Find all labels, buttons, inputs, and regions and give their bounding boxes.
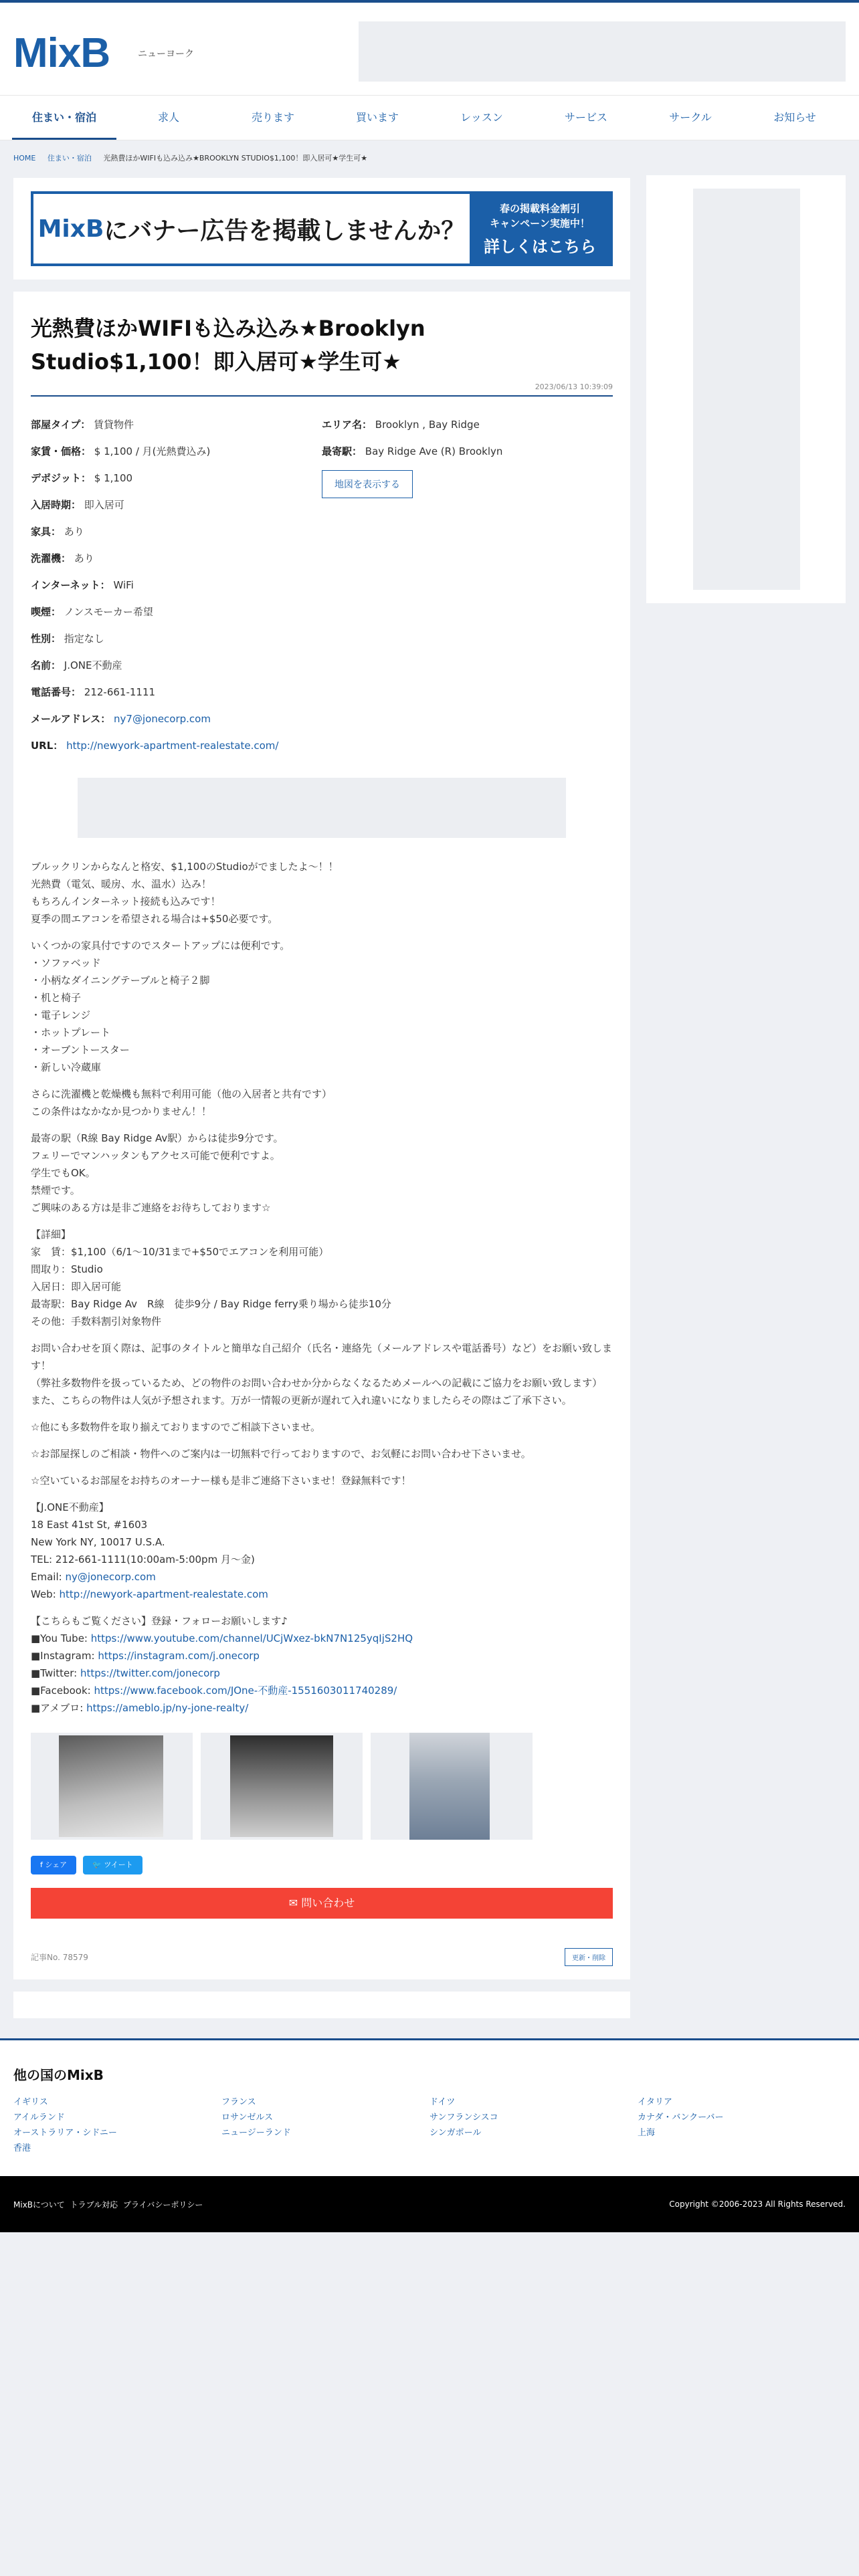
fact-room-type: 部屋タイプ： 賃貸物件 <box>31 419 134 431</box>
site-logo[interactable]: MixB <box>13 30 110 76</box>
empty-card <box>13 1992 630 2018</box>
fact-area: エリア名： Brooklyn , Bay Ridge <box>322 419 480 431</box>
ad-banner[interactable] <box>31 191 613 266</box>
country-link[interactable]: 香港 <box>13 2143 31 2153</box>
facebook-share-button[interactable]: f シェア <box>31 1856 76 1874</box>
country-link[interactable]: フランス <box>221 2097 256 2107</box>
facts-left-column <box>31 411 322 759</box>
desc-paragraph: さらに洗濯機と乾燥機も無料で利用可能（他の入居者と共有です） この条件はなかなか見つかりません！！ <box>31 1088 332 1117</box>
country-link[interactable]: カナダ・バンクーバー <box>638 2113 724 2123</box>
fact-deposit: デポジット： $ 1,100 <box>31 472 133 484</box>
sidebar <box>646 175 846 603</box>
footer-heading: 他の国のMixB <box>13 2067 104 2083</box>
nav-item-jobs[interactable]: 求人 <box>157 111 179 124</box>
nav-item-circles[interactable]: サークル <box>669 111 712 124</box>
breadcrumb-home[interactable]: HOME <box>13 154 36 163</box>
desc-paragraph: ☆他にも多数物件を取り揃えておりますのでご相談下さいませ。 <box>31 1421 321 1433</box>
country-link[interactable]: ニュージーランド <box>221 2128 291 2138</box>
desc-paragraph: ブルックリンからなんと格安、$1,100のStudioがでましたよ〜！！ 光熱費（電気、暖房、水、温水）込み！ もちろんインターネット接続も込みです！ 夏季の間エアコンを希望される場合は+$50必要です。 <box>31 861 339 925</box>
window-photo <box>230 1735 333 1837</box>
article-number: 記事No. 78579 <box>31 1953 88 1962</box>
fact-furniture: 家具： あり <box>31 526 84 538</box>
company-info: 【J.ONE不動産】 18 East 41st St, #1603 New York NY, 10017 U.S.A. TEL: 212-661-1111(10:00am-5:00pm 月〜金) Email: ny@jonecorp.com Web: http://newyork-apartment-realestate.com <box>31 1501 268 1600</box>
footer-link-about[interactable]: MixBについて <box>13 2199 65 2210</box>
copyright: Copyright ©2006-2023 All Rights Reserved. <box>669 2199 846 2209</box>
photo-thumbnail[interactable] <box>31 1733 193 1840</box>
desc-paragraph: お問い合わせを頂く際は、記事のタイトルと簡単な自己紹介（氏名・連絡先（メールアドレスや電話番号）など）をお願い致します！ （弊社多数物件を扱っているため、どの物件のお問い合わせか分からなくなるためメールへの記載にご協力をお願い致します） また、こちらの物件は人気が予想されます。万が一情報の更新が遅れて入れ違いになりましたらその際はご了承下さい。 <box>31 1342 612 1406</box>
country-link[interactable]: イギリス <box>13 2097 48 2107</box>
facebook-icon: f <box>40 1860 45 1869</box>
contact-button[interactable]: ✉ 問い合わせ <box>31 1888 613 1919</box>
ad-banner-text <box>33 194 470 263</box>
share-buttons <box>31 1856 613 1874</box>
ameblo-link[interactable]: https://ameblo.jp/ny-jone-realty/ <box>86 1702 249 1714</box>
ad-banner-message: にバナー広告を掲載しませんか？ <box>104 217 466 245</box>
listing-footer <box>31 1948 613 1966</box>
ad-banner-campaign-line1: 春の掲載料金割引 <box>499 202 580 215</box>
photo-gallery <box>31 1733 613 1840</box>
ad-banner-details-link: 詳しくはこちら <box>484 237 596 256</box>
twitter-link[interactable]: https://twitter.com/jonecorp <box>80 1667 220 1679</box>
country-link[interactable]: イタリア <box>638 2097 673 2107</box>
sidebar-ad-slot <box>693 189 800 590</box>
country-link[interactable]: ドイツ <box>430 2097 456 2107</box>
edit-delete-button[interactable]: 更新・削除 <box>565 1948 613 1966</box>
fact-internet: インターネット： WiFi <box>31 579 134 591</box>
washer-dryer-photo <box>409 1733 490 1840</box>
twitter-share-button[interactable]: 🐦 ツイート <box>83 1856 142 1874</box>
fact-move-in: 入居時期： 即入居可 <box>31 499 124 511</box>
footer-link-trouble[interactable]: トラブル対応 <box>70 2199 118 2210</box>
twitter-icon: 🐦 <box>92 1860 104 1869</box>
global-nav <box>0 95 859 140</box>
nav-item-sell[interactable]: 売ります <box>251 111 294 124</box>
instagram-link[interactable]: https://instagram.com/j.onecorp <box>98 1650 260 1662</box>
youtube-link[interactable]: https://www.youtube.com/channel/UCjWxez-bkN7N125yqIjS2HQ <box>90 1632 413 1644</box>
nav-item-buy[interactable]: 買います <box>355 111 399 124</box>
country-link[interactable]: 上海 <box>638 2128 656 2138</box>
listing-description <box>31 858 613 1717</box>
country-link[interactable]: オーストラリア・シドニー <box>13 2128 117 2138</box>
fact-name: 名前： J.ONE不動産 <box>31 659 122 671</box>
footer-links <box>13 2199 205 2210</box>
fact-gender: 性別： 指定なし <box>31 633 104 645</box>
desc-paragraph: 【詳細】 家 賃：$1,100（6/1〜10/31まで+$50でエアコンを利用可能） 間取り：Studio 入居日：即入居可能 最寄駅：Bay Ridge Av R線 徒歩9分 / Bay Ridge ferry乗り場から徒歩10分 その他：手数料割引対象物件 <box>31 1228 391 1327</box>
fact-smoking: 喫煙： ノンスモーカー希望 <box>31 606 153 618</box>
desc-paragraph: いくつかの家具付ですのでスタートアップには便利です。 ・ソファベッド ・小柄なダイニングテーブルと椅子２脚 ・机と椅子 ・電子レンジ ・ホットプレート ・オーブントースター ・新しい冷蔵庫 <box>31 940 290 1073</box>
fact-email: メールアドレス： ny7@jonecorp.com <box>31 713 211 725</box>
country-link[interactable]: シンガポール <box>430 2128 482 2138</box>
main-content <box>13 178 630 2030</box>
nav-item-services[interactable]: サービス <box>564 111 607 124</box>
country-link[interactable]: サンフランシスコ <box>430 2113 498 2123</box>
listing-card <box>13 292 630 1979</box>
other-countries-list <box>13 2095 846 2153</box>
breadcrumb <box>13 152 377 163</box>
facts-right-column <box>322 411 613 759</box>
footer-link-privacy[interactable]: プライバシーポリシー <box>122 2199 203 2210</box>
email-link[interactable]: ny7@jonecorp.com <box>114 713 211 725</box>
country-link[interactable]: ロサンゼルス <box>221 2113 273 2123</box>
fact-washer: 洗濯機： あり <box>31 552 94 564</box>
fact-rent: 家賃・価格： $ 1,100 / 月(光熱費込み) <box>31 445 211 457</box>
listing-date: 2023/06/13 10:39:09 <box>31 383 613 397</box>
ad-banner-campaign-line2: キャンペーン実施中！ <box>490 217 590 229</box>
ad-banner-cta <box>470 194 610 263</box>
photo-thumbnail[interactable] <box>371 1733 533 1840</box>
bottom-bar <box>0 2176 859 2232</box>
listing-facts <box>31 411 613 759</box>
company-email-link[interactable]: ny@jonecorp.com <box>65 1571 156 1583</box>
site-footer <box>0 2038 859 2176</box>
nav-item-housing[interactable]: 住まい・宿泊 <box>12 96 116 140</box>
inline-ad-slot <box>78 778 566 838</box>
ad-banner-brand: MixB <box>37 215 104 243</box>
breadcrumb-current: 光熱費ほかWIFIも込み込み★BROOKLYN STUDIO$1,100！即入居可★学生可★ <box>103 154 368 163</box>
nav-item-lessons[interactable]: レッスン <box>460 111 503 124</box>
fact-url: URL： http://newyork-apartment-realestate.com/ <box>31 740 279 752</box>
show-map-button[interactable]: 地図を表示する <box>322 470 413 498</box>
room-photo <box>59 1735 163 1837</box>
fact-phone: 電話番号： 212-661-1111 <box>31 686 156 698</box>
header-ad-slot <box>359 21 846 82</box>
listing-title: 光熱費ほかWIFIも込み込み★Brooklyn Studio$1,100！即入居可★学生可★ <box>31 316 425 374</box>
facebook-link[interactable]: https://www.facebook.com/JOne-不動産-1551603011740289/ <box>94 1685 397 1697</box>
desc-paragraph: ☆空いているお部屋をお持ちのオーナー様も是非ご連絡下さいませ！登録無料です！ <box>31 1475 411 1487</box>
social-links: 【こちらもご覧ください】登録・フォローお願いします♪ ■You Tube: https://www.youtube.com/channel/UCjWxez-bkN7N125yqIjS2HQ ■Instagram: https://instagram.com/j.onecorp ■Twitter: https://twitter.com/jonecorp ■Facebook: https://www.facebook.com/JOne-不動産-1551603011740289/ ■アメブロ: https://ameblo.jp/ny-jone-realty/ <box>31 1615 413 1714</box>
city-name: ニューヨーク <box>138 49 194 60</box>
site-header <box>0 3 859 95</box>
company-web-link[interactable]: http://newyork-apartment-realestate.com <box>59 1588 268 1600</box>
photo-thumbnail[interactable] <box>201 1733 363 1840</box>
desc-paragraph: 最寄の駅（R線 Bay Ridge Av駅）からは徒歩9分です。 フェリーでマンハッタンもアクセス可能で便利ですよ。 学生でもOK。 禁煙です。 ご興味のある方は是非ご連絡をお待ちしております☆ <box>31 1132 284 1214</box>
nav-item-news[interactable]: お知らせ <box>773 111 816 124</box>
breadcrumb-housing[interactable]: 住まい・宿泊 <box>47 154 92 163</box>
banner-card <box>13 178 630 280</box>
fact-station: 最寄駅： Bay Ridge Ave (R) Brooklyn <box>322 445 503 457</box>
country-link[interactable]: アイルランド <box>13 2113 65 2123</box>
url-link[interactable]: http://newyork-apartment-realestate.com/ <box>66 740 279 752</box>
desc-paragraph: ☆お部屋探しのご相談・物件へのご案内は一切無料で行っておりますので、お気軽にお問い合わせ下さいませ。 <box>31 1448 531 1460</box>
